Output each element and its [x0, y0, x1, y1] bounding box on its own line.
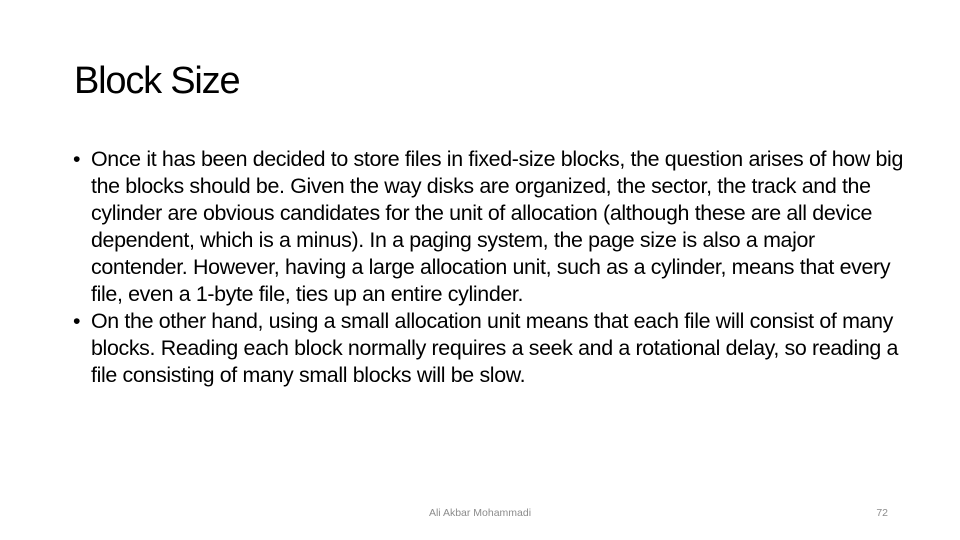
bullet-text: On the other hand, using a small allocation unit means that each file will consist of many blocks. Reading each block normally requires a seek and a rotational delay, so reading a file consisting of many small blocks will be slow.	[91, 309, 899, 387]
footer-author: Ali Akbar Mohammadi	[428, 507, 532, 519]
bullet-item	[73, 308, 903, 389]
bullet-marker: •	[73, 309, 81, 333]
bullet-item	[73, 146, 903, 308]
slide-title: Block Size	[74, 60, 240, 102]
bullet-list	[73, 146, 903, 389]
bullet-marker: •	[73, 147, 81, 171]
bullet-text: Once it has been decided to store files in fixed-size blocks, the question arises of how big the blocks should be. Given the way disks are organized, the sector, the track and the cylinder are obvious candidates for the unit of allocation (although these are all device dependent, which is a minus). In a paging system, the page size is also a major contender. However, having a large allocation unit, such as a cylinder, means that every file, even a 1-byte file, ties up an entire cylinder.	[91, 147, 904, 306]
page-number: 72	[876, 507, 888, 519]
